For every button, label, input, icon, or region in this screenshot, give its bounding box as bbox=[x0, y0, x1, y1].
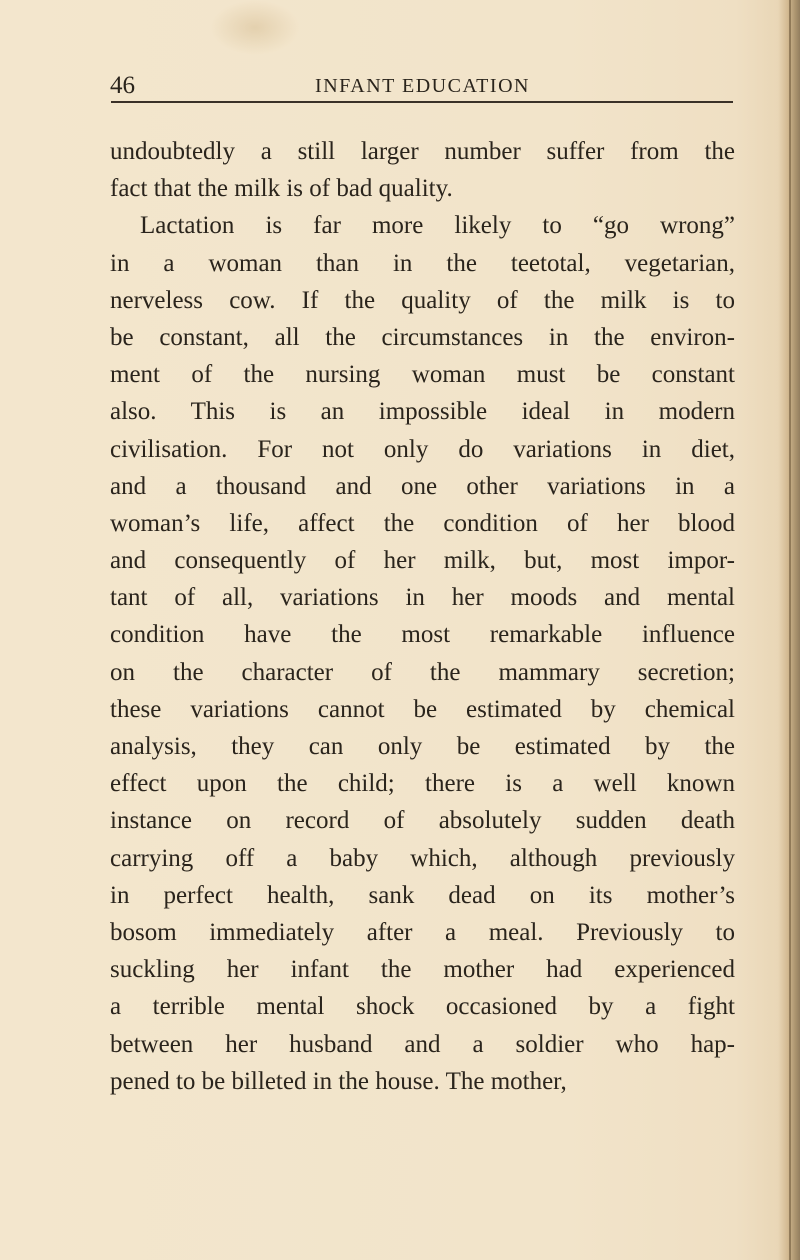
text-line: effect upon the child; there is a well known bbox=[110, 770, 735, 798]
header-rule bbox=[111, 101, 733, 103]
text-line: suckling her infant the mother had experienced bbox=[110, 956, 735, 984]
text-line: on the character of the mammary secretion; bbox=[110, 658, 735, 686]
text-line: pened to be billeted in the house. The mother, bbox=[110, 1067, 567, 1095]
text-line: a terrible mental shock occasioned by a fight bbox=[110, 993, 735, 1021]
text-line: undoubtedly a still larger number suffer from the bbox=[110, 138, 735, 165]
text-line: be constant, all the circumstances in the environ- bbox=[110, 323, 735, 351]
text-line: nerveless cow. If the quality of the milk is to bbox=[110, 286, 735, 314]
page-number: 46 bbox=[110, 72, 135, 99]
body-text bbox=[110, 133, 735, 1100]
text-line: between her husband and a soldier who hap- bbox=[110, 1030, 735, 1058]
text-line: and consequently of her milk, but, most impor- bbox=[110, 547, 735, 575]
text-line: civilisation. For not only do variations in diet, bbox=[110, 435, 735, 463]
text-line: woman’s life, affect the condition of her blood bbox=[110, 509, 735, 537]
text-line: in perfect health, sank dead on its mother’s bbox=[110, 881, 735, 909]
text-line: tant of all, variations in her moods and mental bbox=[110, 584, 735, 612]
page-edge-line bbox=[789, 0, 791, 1260]
text-line: in a woman than in the teetotal, vegetarian, bbox=[110, 249, 735, 277]
text-line: ment of the nursing woman must be constant bbox=[110, 361, 735, 389]
text-line: also. This is an impossible ideal in modern bbox=[110, 398, 735, 426]
text-line: these variations cannot be estimated by chemical bbox=[110, 695, 735, 723]
text-line: Lactation is far more likely to “go wrong” bbox=[140, 212, 735, 240]
text-line: fact that the milk is of bad quality. bbox=[110, 175, 453, 203]
text-line: condition have the most remarkable influence bbox=[110, 621, 735, 649]
text-line: bosom immediately after a meal. Previously to bbox=[110, 918, 735, 946]
text-line: analysis, they can only be estimated by the bbox=[110, 733, 735, 760]
page-header bbox=[110, 64, 735, 100]
text-line: carrying off a baby which, although previously bbox=[110, 844, 735, 872]
paper-stain bbox=[210, 0, 300, 55]
text-line: and a thousand and one other variations in a bbox=[110, 472, 735, 500]
text-line: instance on record of absolutely sudden death bbox=[110, 807, 735, 835]
running-head: INFANT EDUCATION bbox=[315, 75, 530, 97]
